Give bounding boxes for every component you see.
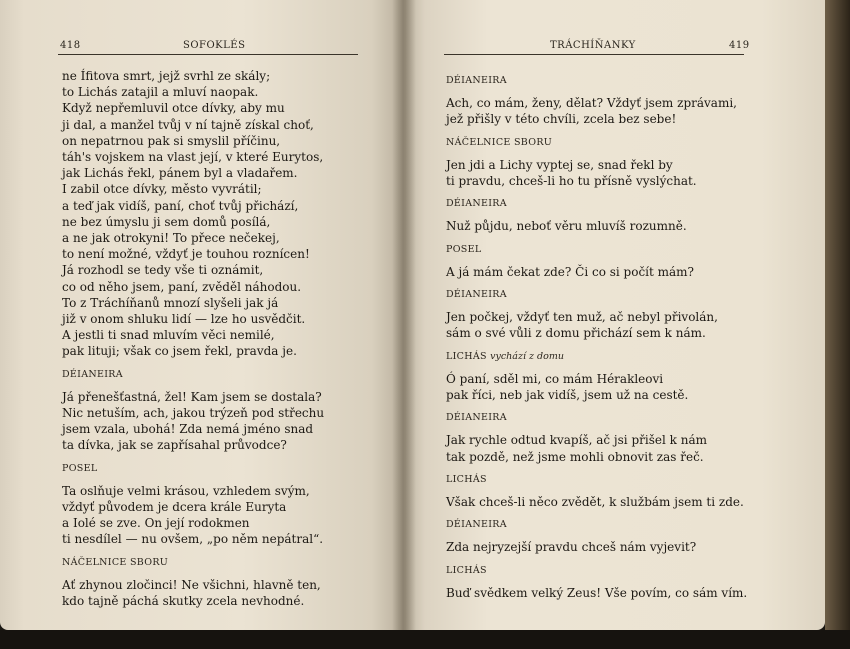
verse-line: Já rozhodl se tedy vše ti oznámit,	[62, 263, 264, 278]
speaker-label: DÉIANEIRA	[446, 198, 507, 210]
speaker-name	[446, 472, 747, 488]
verse-line: to Lichás zatajil a mluví naopak.	[62, 85, 259, 100]
verse-line: Ať zhynou zločinci! Ne všichni, hlavně ten,	[62, 577, 321, 592]
right-page-text	[446, 66, 747, 601]
verse-line: a Iolé se zve. On její rodokmen	[62, 516, 250, 531]
verse-line: Jak rychle odtud kvapíš, ač jsi přišel k nám	[446, 433, 707, 448]
verse-line: to není možné, vždyť je touhou roznícen!	[62, 247, 310, 262]
speaker-label: LICHÁS	[446, 350, 487, 362]
verse-line: Já přenešťastná, žel! Kam jsem se dostala?	[62, 389, 322, 404]
verse-line: jež přišly v této chvíli, zcela bez sebe!	[446, 112, 677, 127]
speaker-name	[62, 367, 324, 383]
speaker-label: DÉIANEIRA	[446, 289, 507, 301]
verse-line: vždyť původem je dcera krále Euryta	[62, 500, 287, 515]
background-table	[0, 630, 850, 649]
book-gutter	[392, 0, 416, 630]
speaker-name	[446, 73, 747, 89]
verse-line: tak pozdě, než jsme mohli obnovit zas řeč.	[446, 449, 704, 464]
speaker-label: LICHÁS	[446, 473, 487, 485]
verse-line: ti pravdu, chceš-li ho tu přísně vyslýchat.	[446, 174, 697, 189]
speaker-label: DÉIANEIRA	[446, 519, 507, 531]
speaker-name	[446, 287, 747, 303]
verse-line: Jen počkej, vždyť ten muž, ač nebyl přivolán,	[446, 310, 718, 325]
verse-line: Však chceš-li něco zvědět, k službám jsem ti zde.	[446, 495, 744, 510]
verse-line: ta dívka, jak se zapřísahal průvodce?	[62, 438, 287, 453]
verse-line: A já mám čekat zde? Či co si počít mám?	[446, 264, 694, 279]
verse-line: táh's vojskem na vlast její, v které Eurytos,	[62, 150, 324, 165]
page-number-left: 418	[60, 40, 81, 51]
speaker-label: POSEL	[62, 462, 98, 474]
page-number-right: 419	[729, 40, 750, 51]
stage-direction: vychází z domu	[490, 350, 564, 362]
speaker-label: NÁČELNICE SBORU	[62, 556, 169, 568]
verse-line: pak říci, neb jak vidíš, jsem už na cestě.	[446, 388, 689, 403]
speaker-label: DÉIANEIRA	[446, 412, 507, 424]
speaker-name	[446, 135, 747, 151]
speaker-name	[446, 517, 747, 533]
speaker-label: DÉIANEIRA	[62, 368, 123, 380]
verse-line: Buď svědkem velký Zeus! Vše povím, co sám vím.	[446, 585, 748, 600]
verse-line: ji dal, a manžel tvůj v ní tajně získal choť,	[62, 117, 314, 132]
verse-line: sám o své vůli z domu přichází sem k nám.	[446, 326, 706, 341]
verse-line: a ne jak otrokyni! To přece nečekej,	[62, 231, 280, 246]
verse-line: jsem vzala, ubohá! Zda nemá jméno snad	[62, 422, 314, 437]
verse-line: on nepatrnou pak si smyslil příčinu,	[62, 133, 281, 148]
verse-line: ne bez úmyslu ji sem domů posílá,	[62, 214, 271, 229]
speaker-label: POSEL	[446, 243, 482, 255]
verse-line: jak Lichás řekl, pánem byl a vladařem.	[62, 166, 298, 181]
speaker-name	[446, 410, 747, 426]
verse-line: Nic netuším, ach, jakou trýzeň pod střechu	[62, 406, 325, 421]
speaker-name	[446, 563, 747, 579]
verse-line: A jestli ti snad mluvím věci nemilé,	[62, 328, 275, 343]
verse-line: Zda nejryzejší pravdu chceš nám vyjevit?	[446, 540, 697, 555]
verse-line: kdo tajně páchá skutky zcela nevhodné.	[62, 594, 305, 609]
verse-line: Jen jdi a Lichy vyptej se, snad řekl by	[446, 157, 673, 172]
verse-line: a teď jak vidíš, paní, choť tvůj přichází,	[62, 198, 299, 213]
verse-line: I zabil otce dívky, město vyvrátil;	[62, 182, 262, 197]
book-edge	[825, 0, 850, 649]
verse-line: ti nesdílel — nu ovšem, „po něm nepátral“.	[62, 532, 324, 547]
speaker-label: LICHÁS	[446, 564, 487, 576]
speaker-name	[62, 555, 324, 571]
running-head-left: SOFOKLÉS	[183, 40, 246, 51]
header-rule-left	[58, 54, 358, 55]
left-page-text	[62, 68, 324, 609]
verse-line: již v onom shluku lidí — lze ho usvědčit.	[62, 312, 306, 327]
verse-line: ne Ífitova smrt, jejž svrhl ze skály;	[62, 69, 271, 83]
verse-line: Když nepřemluvil otce dívky, aby mu	[62, 101, 285, 116]
verse-line: co od něho jsem, paní, zvěděl náhodou.	[62, 279, 302, 294]
speaker-label: DÉIANEIRA	[446, 75, 507, 86]
verse-line: Ó paní, sděl mi, co mám Hérakleovi	[446, 371, 664, 386]
speaker-name	[446, 242, 747, 258]
verse-line: Ach, co mám, ženy, dělat? Vždyť jsem zprávami,	[446, 96, 737, 111]
speaker-name	[446, 196, 747, 212]
speaker-name	[446, 349, 747, 365]
running-head-right: TRÁCHÍŇANKY	[550, 40, 636, 51]
right-page	[404, 0, 825, 630]
header-rule-right	[444, 54, 744, 55]
left-page	[0, 0, 404, 630]
verse-line: To z Tráchíňanů mnozí slyšeli jak já	[62, 295, 279, 310]
speaker-label: NÁČELNICE SBORU	[446, 136, 553, 148]
speaker-name	[62, 461, 324, 477]
verse-line: pak lituji; však co jsem řekl, pravda je.	[62, 344, 297, 359]
verse-line: Ta oslňuje velmi krásou, vzhledem svým,	[62, 483, 310, 498]
verse-line: Nuž půjdu, neboť věru mluvíš rozumně.	[446, 219, 687, 234]
